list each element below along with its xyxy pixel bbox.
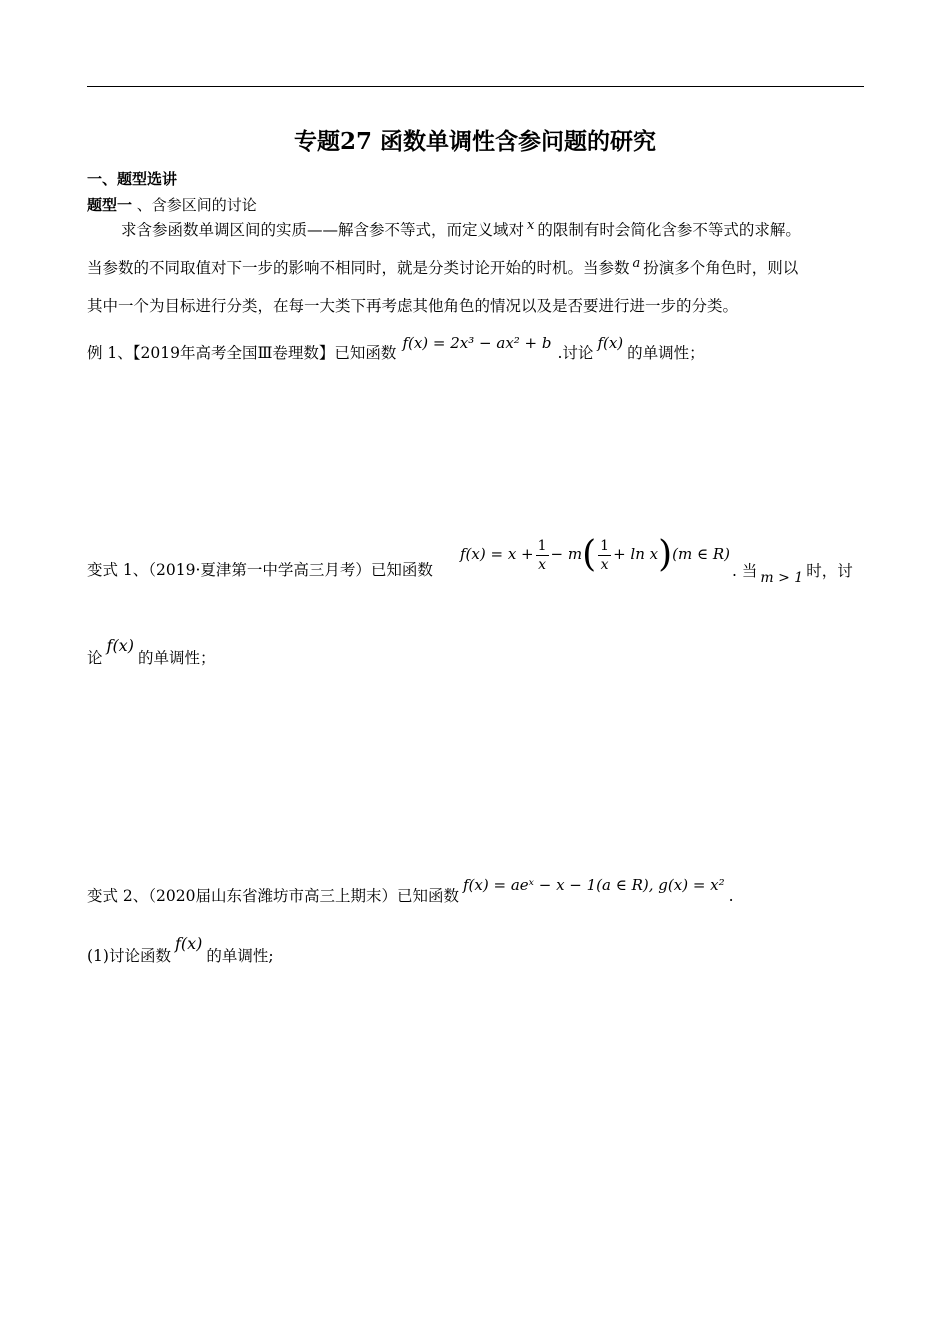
frac-den: x (600, 556, 609, 573)
example-1-suffix: 的单调性； (627, 344, 705, 362)
intro-text: 当参数的不同取值对下一步的影响不相同时，就是分类讨论开始的时机。当参数 (87, 259, 630, 277)
variant-1-tail (732, 561, 853, 586)
intro-line-2 (87, 258, 798, 280)
variant-1-line2-b: 的单调性； (137, 649, 216, 667)
intro-text: 求含参函数单调区间的实质——解含参不等式，而定义域对 (121, 221, 525, 239)
variant-1-line2-a: 论 (87, 649, 103, 667)
frac-num: 1 (600, 537, 610, 554)
formula-minus-m: − m (550, 545, 583, 563)
variant-1-formula (460, 534, 731, 575)
variant-2-line-1 (87, 876, 734, 906)
example-1 (87, 334, 705, 363)
q1-prefix: (1)讨论函数 (87, 947, 171, 965)
example-1-fx: f(x) (597, 334, 624, 352)
variant-2-question-1 (87, 934, 274, 966)
intro-text: 的限制有时会简化含参不等式的求解。 (537, 221, 801, 239)
left-paren: ( (582, 534, 597, 575)
topic-heading (87, 194, 257, 215)
variant-1-condition: m > 1 (760, 570, 804, 586)
q1-suffix: 的单调性; (206, 947, 274, 965)
example-1-prefix: 例 1、【2019年高考全国Ⅲ卷理数】已知函数 (87, 344, 397, 362)
variant-2-fx: f(x) (174, 934, 203, 953)
variant-1-fx: f(x) (106, 636, 134, 655)
variant-1-prefix: 变式 1、（2019·夏津第一中学高三月考）已知函数 (87, 561, 433, 579)
frac-num: 1 (537, 537, 547, 554)
right-paren: ) (658, 534, 673, 575)
var-x: x (527, 218, 535, 233)
variant-2-prefix: 变式 2、（2020届山东省潍坊市高三上期末）已知函数 (87, 887, 459, 905)
variant-1-line-1 (87, 560, 433, 590)
variant-2-end: . (728, 887, 734, 905)
intro-line-1 (121, 220, 801, 242)
example-1-middle: .讨论 (557, 344, 594, 362)
frac-den: x (538, 556, 547, 573)
example-1-formula: f(x) = 2x³ − ax² + b (402, 334, 552, 352)
fraction-1-over-x-2 (598, 539, 611, 572)
page-title: 专题27 函数单调性含参问题的研究 (293, 128, 656, 155)
variant-1-line-2 (87, 636, 216, 668)
variant-1-suffix: 时，讨 (806, 562, 853, 580)
header-rule (87, 86, 864, 87)
topic-label: 题型一 (87, 196, 133, 214)
formula-domain: (m ∈ R) (672, 545, 731, 563)
variant-1-mid: . 当 (732, 562, 758, 580)
topic-label-rest: 、含参区间的讨论 (132, 196, 257, 214)
intro-text: 扮演多个角色时，则以 (643, 259, 799, 277)
section-heading: 一、题型选讲 (87, 170, 178, 188)
formula-ln: + ln x (613, 545, 659, 563)
fraction-1-over-x (536, 539, 549, 572)
formula-lhs: f(x) = x + (460, 545, 534, 563)
var-a: a (632, 256, 641, 271)
intro-line-3: 其中一个为目标进行分类，在每一大类下再考虑其他角色的情况以及是否要进行进一步的分类。 (87, 297, 739, 315)
variant-2-formula: f(x) = aeˣ − x − 1(a ∈ R), g(x) = x² (463, 876, 725, 894)
